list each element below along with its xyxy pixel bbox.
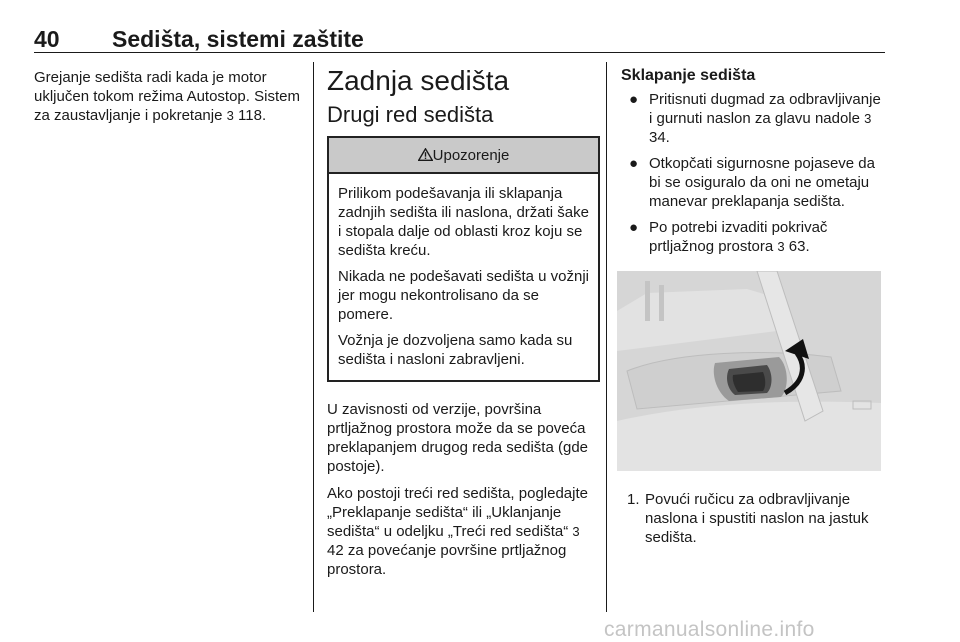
list-item: ● Otkopčati sigurnosne pojaseve da bi se osiguralo da oni ne ometaju manevar preklapanja sedišta. — [629, 155, 875, 210]
column-divider-left — [313, 62, 314, 612]
warning-title: Upozorenje — [432, 147, 510, 164]
page-number: 40 — [34, 26, 60, 52]
seat-release-lever-illustration — [617, 271, 881, 471]
column-2 — [327, 66, 599, 587]
reference-arrow-icon: 3 — [864, 111, 872, 126]
list-item: 1. Povući ručicu za odbravljivanje naslona i spustiti naslon na jastuk sedišta. — [627, 491, 869, 546]
subsection-heading: Drugi red sedišta — [327, 102, 494, 127]
page-reference[interactable]: 34. — [649, 129, 670, 146]
autostop-paragraph: Grejanje sedišta radi kada je motor uključen tokom režima Autostop. Sistem za zaustavljanje i pokretanje 3 118. — [34, 69, 300, 124]
bullet-list — [621, 90, 887, 256]
column-3 — [621, 66, 887, 547]
warning-paragraph: Nikada ne podešavati sedišta u vožnji jer mogu nekontrolisano da se pomere. — [338, 268, 589, 323]
warning-triangle-icon — [418, 148, 433, 161]
page-reference[interactable]: 42 za povećanje površine prtljažnog prostora. — [327, 542, 567, 578]
list-item: ● Po potrebi izvaditi pokrivač prtljažnog prostora 3 63. — [629, 219, 828, 255]
bullet-icon: ● — [629, 91, 639, 108]
reference-arrow-icon: 3 — [226, 108, 234, 123]
chapter-title: Sedišta, sistemi zaštite — [112, 26, 364, 52]
page-reference[interactable]: 118. — [233, 107, 267, 124]
step-number: 1. — [627, 491, 640, 508]
numbered-steps — [621, 490, 887, 547]
reference-arrow-icon: 3 — [572, 524, 580, 539]
column-divider-right — [606, 62, 607, 612]
section-heading: Sklapanje sedišta — [621, 67, 756, 84]
list-item: ● Pritisnuti dugmad za odbravljivanje i gurnuti naslon za glavu nadole 3 34. — [629, 91, 881, 146]
warning-box — [327, 136, 600, 382]
bullet-icon: ● — [629, 219, 639, 236]
column-1 — [34, 68, 302, 133]
warning-header — [329, 138, 598, 174]
section-heading: Zadnja sedišta — [327, 65, 510, 96]
body-paragraph: Ako postoji treći red sedišta, pogledajte „Preklapanje sedišta“ ili „Uklanjanje sedišta“ u odeljku „Treći red sedišta“ 3 42 za povećanje površine prtljažnog prostora. — [327, 485, 588, 578]
warning-paragraph: Vožnja je dozvoljena samo kada su sedišta i nasloni zabravljeni. — [338, 332, 573, 368]
warning-body — [329, 174, 598, 380]
page-reference[interactable]: 63. — [784, 238, 810, 255]
bullet-icon: ● — [629, 155, 639, 172]
warning-paragraph: Prilikom podešavanja ili sklapanja zadnjih sedišta ili naslona, držati šake i stopala dalje od oblasti kroz koju se sedišta kreću. — [338, 185, 589, 259]
watermark: carmanualsonline.info — [604, 618, 815, 641]
reference-arrow-icon: 3 — [777, 239, 785, 254]
body-paragraph: U zavisnosti od verzije, površina prtljažnog prostora može da se poveća preklapanjem drugog reda sedišta (gde postoje). — [327, 401, 588, 475]
header-rule — [34, 52, 885, 53]
